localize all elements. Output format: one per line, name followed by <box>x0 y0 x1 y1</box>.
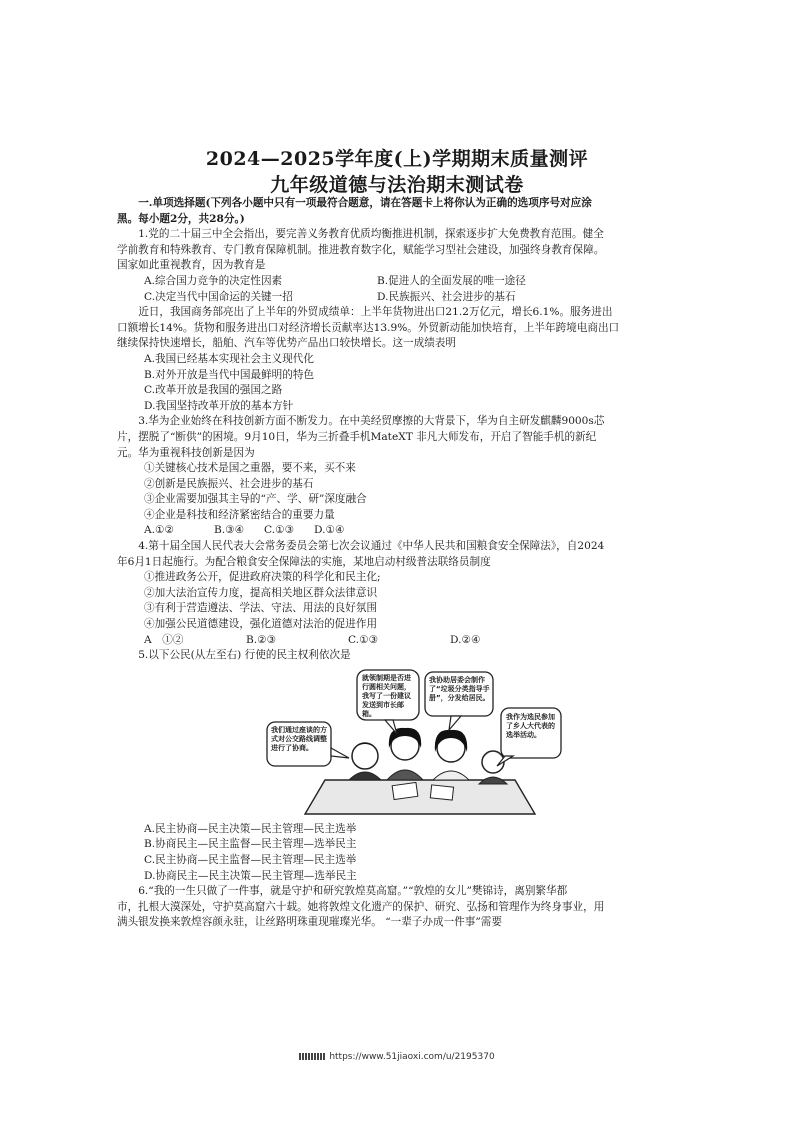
q2-stem: 继续保持快速增长，船舶、汽车等优势产品出口较快增长。这一成绩表明 <box>117 337 456 350</box>
q3-stem: 片，摆脱了“断供”的困境。9月10日，华为三折叠手机MateXT 非凡大师发布，开启了智能手机的新纪 <box>117 430 597 443</box>
q4-stem: 4.第十届全国人民代表大会常务委员会第七次会议通过《中华人民共和国粮食安全保障法》，自2024 <box>138 540 605 553</box>
q2-option-b: B.对外开放是当代中国最鲜明的特色 <box>144 368 315 381</box>
q5-option-a: A.民主协商—民主决策—民主管理—民主选举 <box>144 822 357 835</box>
q1-options <box>117 290 683 306</box>
q3-option-c: C.①③ <box>264 524 295 537</box>
q3-item-3: ③企业需要加强其主导的“产、学、研”深度融合 <box>144 493 367 506</box>
q3-stem: 元。华为重视科技创新是因为 <box>117 446 255 459</box>
q5-illustration <box>265 668 565 818</box>
section-heading-cont: 黑。每小题2分，共28分。) <box>117 212 245 225</box>
q2-option-d: D.我国坚持改革开放的基本方针 <box>144 399 294 412</box>
q6-stem: 6.“我的一生只做了一件事，就是守护和研究敦煌莫高窟。”“敦煌的女儿”樊锦诗，离别繁华都 <box>138 885 568 898</box>
q1-option-d: D.民族振兴、社会进步的基石 <box>377 290 516 303</box>
q2-stem: 近日，我国商务部亮出了上半年的外贸成绩单：上半年货物进出口21.2万亿元，增长6.1%。服务进出 <box>138 306 613 319</box>
footer-url[interactable]: https://www.51jiaoxi.com/u/2195370 <box>329 1052 495 1062</box>
q5-option-b: B.协商民主—民主监督—民主管理—选举民主 <box>144 838 357 851</box>
speech-bubble-4: 我作为选民参加了乡人大代表的选举活动。 <box>506 712 555 739</box>
q1-option-c: C.决定当代中国命运的关键一招 <box>144 290 293 303</box>
q3-stem: 3.华为企业始终在科技创新方面不断发力。在中美经贸摩擦的大背景下，华为自主研发麒麟9000s芯 <box>138 415 605 428</box>
q4-option-c: C.①③ <box>348 633 379 646</box>
exam-title: 2024—2025学年度(上)学期期末质量测评 <box>205 148 589 170</box>
q1-stem: 学前教育和特殊教育、专门教育保障机制。推进教育数字化，赋能学习型社会建设，加强终身教育保障。 <box>117 243 605 256</box>
exam-content <box>117 196 683 931</box>
q4-item-2: ②加大法治宣传力度，提高相关地区群众法律意识 <box>144 586 378 599</box>
q3-option-b: B.③④ <box>214 524 245 537</box>
q3-options <box>117 523 683 539</box>
q1-option-b: B.促进人的全面发展的唯一途径 <box>377 274 526 287</box>
q4-item-3: ③有利于营造遵法、学法、守法、用法的良好氛围 <box>144 602 378 615</box>
q4-stem: 年6月1日起施行。为配合粮食安全保障法的实施，某地启动村级普法联络员制度 <box>117 555 491 568</box>
exam-subtitle: 九年级道德与法治期末测试卷 <box>270 174 524 196</box>
speech-bubble-2: 就领制期是否进行圆相关问题，我写了一份建议发送到市长邮箱。 <box>362 673 411 718</box>
q3-option-a: A.①② <box>144 524 175 537</box>
q4-item-1: ①推进政务公开，促进政府决策的科学化和民主化; <box>144 571 381 584</box>
q3-item-2: ②创新是民族振兴、社会进步的基石 <box>144 477 314 490</box>
q1-options <box>117 274 683 290</box>
q6-stem: 满头银发换来敦煌容颜永驻，让丝路明珠重现璀璨光华。 “一辈子办成一件事”需要 <box>117 916 502 929</box>
q1-option-a: A.综合国力竞争的决定性因素 <box>144 274 283 287</box>
speech-bubble-1: 我们通过座谈的方式对公交路线调整进行了协商。 <box>271 725 327 752</box>
speech-bubble-3: 我协助居委会制作了“垃圾分类指导手册”，分发给居民。 <box>429 675 490 702</box>
q4-options <box>117 633 683 649</box>
q4-item-4: ④加强公民道德建设，强化道德对法治的促进作用 <box>144 618 378 631</box>
q1-stem: 1.党的二十届三中全会指出，要完善义务教育优质均衡推进机制，探索逐步扩大免费教育范围。健全 <box>138 228 604 241</box>
q6-stem: 市，扎根大漠深处，守护莫高窟六十载。她将敦煌文化遗产的保护、研究、弘扬和管理作为终身事业，用 <box>117 900 605 913</box>
q5-option-c: C.民主协商—民主监督—民主管理—民主选举 <box>144 854 357 866</box>
page-footer <box>0 1052 794 1062</box>
q4-option-d: D.②④ <box>450 633 481 646</box>
q4-option-b: B.②③ <box>246 633 277 646</box>
q2-option-c: C.改革开放是我国的强国之路 <box>144 384 283 397</box>
q5-option-d: D.协商民主—民主决策—民主管理—选举民主 <box>144 869 357 882</box>
section-heading: 一.单项选择题(下列各小题中只有一项最符合题意，请在答题卡上将你认为正确的选项序号对应涂 <box>138 197 592 209</box>
q2-option-a: A.我国已经基本实现社会主义现代化 <box>144 352 314 365</box>
site-logo-icon <box>299 1053 325 1060</box>
q3-item-4: ④企业是科技和经济紧密结合的重要力量 <box>144 508 335 521</box>
q2-stem: 口额增长14%。货物和服务进出口对经济增长贡献率达13.9%。外贸新动能加快培育，上半年跨境电商出口 <box>117 321 620 334</box>
q4-option-a: A ①② <box>144 633 184 646</box>
q5-stem: 5.以下公民(从左至右) 行使的民主权利依次是 <box>138 649 351 662</box>
q1-stem: 国家如此重视教育，因为教育是 <box>117 259 266 272</box>
q3-option-d: D.①④ <box>314 524 345 537</box>
q3-item-1: ①关键核心技术是国之重器，要不来，买不来 <box>144 462 356 475</box>
